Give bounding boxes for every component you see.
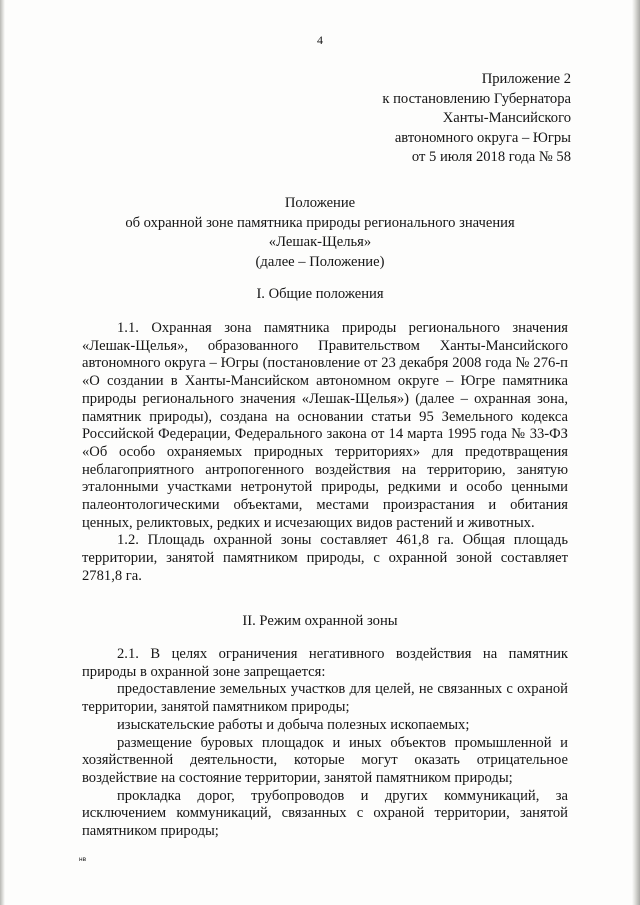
section-heading-regime: II. Режим охранной зоны: [242, 613, 398, 629]
appendix-line: к постановлению Губернатора: [382, 90, 571, 107]
prohibition-item: предоставление земельных участков для целей, не связанных с охраной территории, занятой памятником природы;: [82, 681, 568, 716]
appendix-line: Приложение 2: [481, 71, 571, 87]
prohibition-item: размещение буровых площадок и иных объектов промышленной и хозяйственной деятельности, которые могут оказать отрицательное воздействие на состояние территории, занятой памятником природы;: [82, 734, 568, 786]
paragraph-1-1: 1.1. Охранная зона памятника природы регионального значения «Лешак-Щелья», образованного Правительством Ханты-Мансийского автономного округа – Югры (постановление от 23 декабря 2008 года № 276-п «О создании в Ханты-Мансийском автономном округе – Югре памятника природы регионального значения «Лешак-Щелья») (далее – охранная зона, памятник природы), создана на основании статьи 95 Земельного кодекса Российской Федерации, Федерального закона от 14 марта 1995 года № 33-ФЗ «Об особо охраняемых природных территориях» для предотвращения неблагоприятного антропогенного воздействия на территорию, занятую эталонными участками нетронутой природы, редкими и особо ценными палеонтологическими объектами, местами произрастания и обитания ценных, реликтовых, редких и исчезающих видов растений и животных.: [82, 320, 568, 531]
paragraph-2-1: 2.1. В целях ограничения негативного воздействия на памятник природы в охранной зоне запрещается:: [82, 646, 568, 680]
scan-edge-left: [0, 0, 5, 905]
paragraph-1-2: 1.2. Площадь охранной зоны составляет 461,8 га. Общая площадь территории, занятой памятником природы, с охранной зоной составляет 2781,8 га.: [82, 532, 568, 584]
section-heading-general: I. Общие положения: [256, 286, 384, 302]
section-regime-body: [82, 646, 568, 841]
title-line: «Лешак-Щелья»: [268, 234, 372, 251]
prohibition-item: прокладка дорог, трубопроводов и других коммуникаций, за исключением коммуникаций, связанных с охраной территории, занятой памятником природы;: [82, 787, 568, 840]
appendix-reference: [382, 70, 571, 168]
section-general-body: [82, 320, 568, 586]
title-line: Положение: [284, 195, 356, 211]
prohibition-item: изыскательские работы и добыча полезных ископаемых;: [117, 716, 470, 733]
footer-mark: нв: [79, 856, 87, 863]
appendix-line: Ханты-Мансийского: [442, 110, 571, 127]
title-line: об охранной зоне памятника природы регионального значения: [125, 214, 515, 231]
document-title: [72, 194, 568, 272]
page-number: 4: [317, 33, 323, 47]
appendix-line: от 5 июля 2018 года № 58: [411, 149, 571, 166]
scan-edge-right: [632, 0, 640, 905]
appendix-line: автономного округа – Югры: [394, 129, 571, 146]
title-line: (далее – Положение): [255, 253, 385, 270]
